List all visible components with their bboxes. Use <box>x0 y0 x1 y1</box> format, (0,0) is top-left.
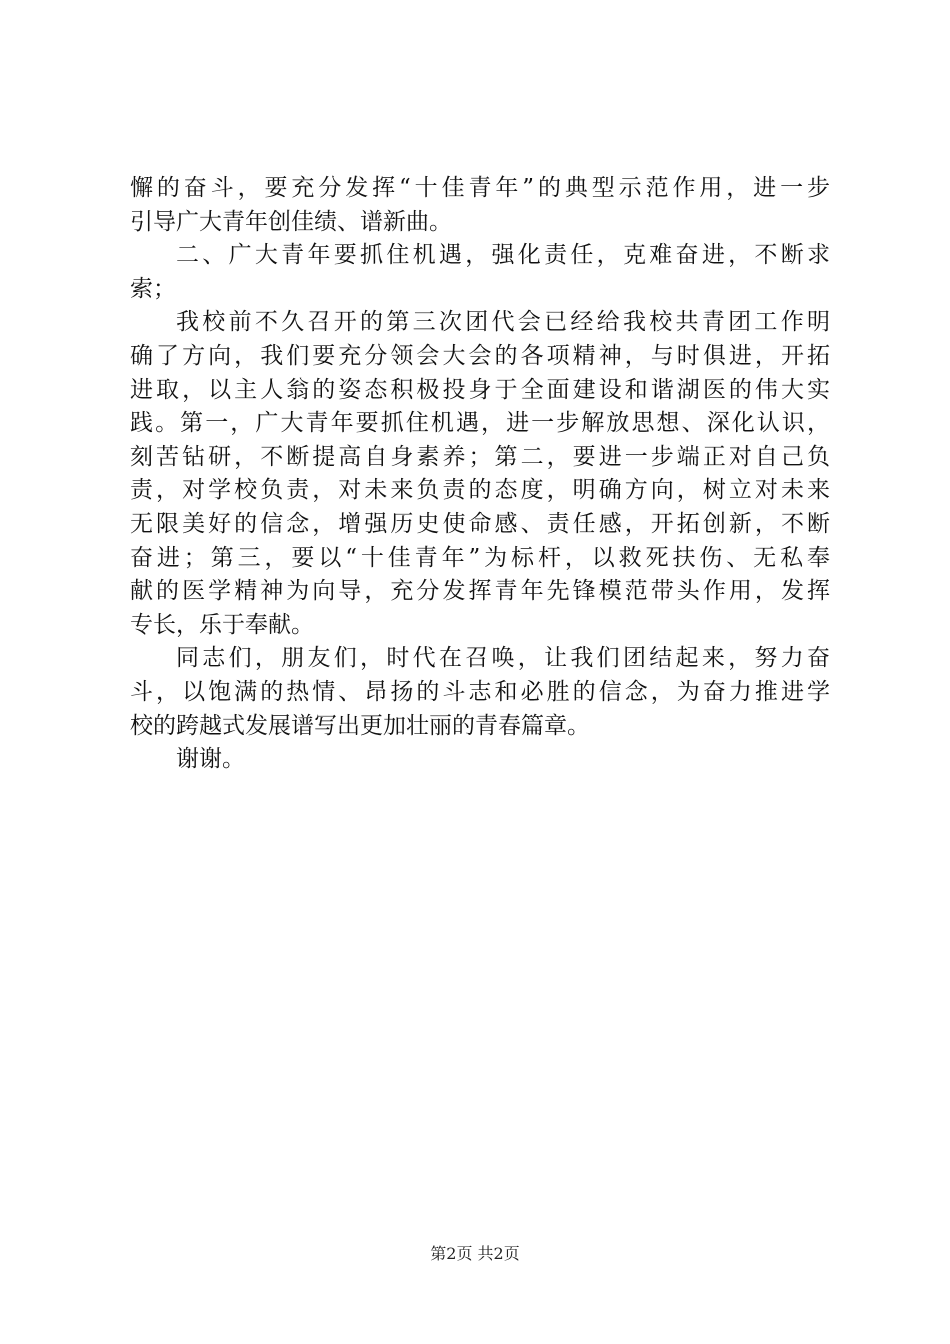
paragraph-line: 同志们，朋友们，时代在召唤，让我们团结起来，努力奋 <box>176 645 830 672</box>
document-body <box>130 172 830 777</box>
paragraph-line: 二、广大青年要抓住机遇，强化责任，克难奋进，不断求 <box>176 242 830 269</box>
paragraph-line: 奋进；第三，要以“十佳青年”为标杆，以救死扶伤、无私奉 <box>130 544 830 571</box>
paragraph-line: 专长，乐于奉献。 <box>130 611 314 638</box>
paragraph-line: 无限美好的信念，增强历史使命感、责任感，开拓创新，不断 <box>130 510 830 537</box>
paragraph-line: 索； <box>130 275 176 302</box>
paragraph-line: 刻苦钻研，不断提高自身素养；第二，要进一步端正对自己负 <box>130 443 830 470</box>
paragraph-line: 懈的奋斗，要充分发挥“十佳青年”的典型示范作用，进一步 <box>130 175 830 201</box>
paragraph-line: 进取，以主人翁的姿态积极投身于全面建设和谐湖医的伟大实 <box>130 376 830 403</box>
paragraph-line: 践。第一，广大青年要抓住机遇，进一步解放思想、深化认识， <box>130 410 830 437</box>
paragraph-line: 确了方向，我们要充分领会大会的各项精神，与时俱进，开拓 <box>130 342 830 369</box>
paragraph-line: 我校前不久召开的第三次团代会已经给我校共青团工作明 <box>176 309 830 336</box>
paragraph-line: 谢谢。 <box>176 746 245 773</box>
paragraph-line: 责，对学校负责，对未来负责的态度，明确方向，树立对未来 <box>130 477 830 504</box>
paragraph-line: 献的医学精神为向导，充分发挥青年先锋模范带头作用，发挥 <box>130 578 830 605</box>
paragraph-line: 斗，以饱满的热情、昂扬的斗志和必胜的信念，为奋力推进学 <box>130 678 830 705</box>
paragraph-line: 引导广大青年创佳绩、谱新曲。 <box>130 208 452 235</box>
paragraph-line: 校的跨越式发展谱写出更加壮丽的青春篇章。 <box>130 712 590 739</box>
page-footer: 第2页 共2页 <box>430 1244 520 1263</box>
